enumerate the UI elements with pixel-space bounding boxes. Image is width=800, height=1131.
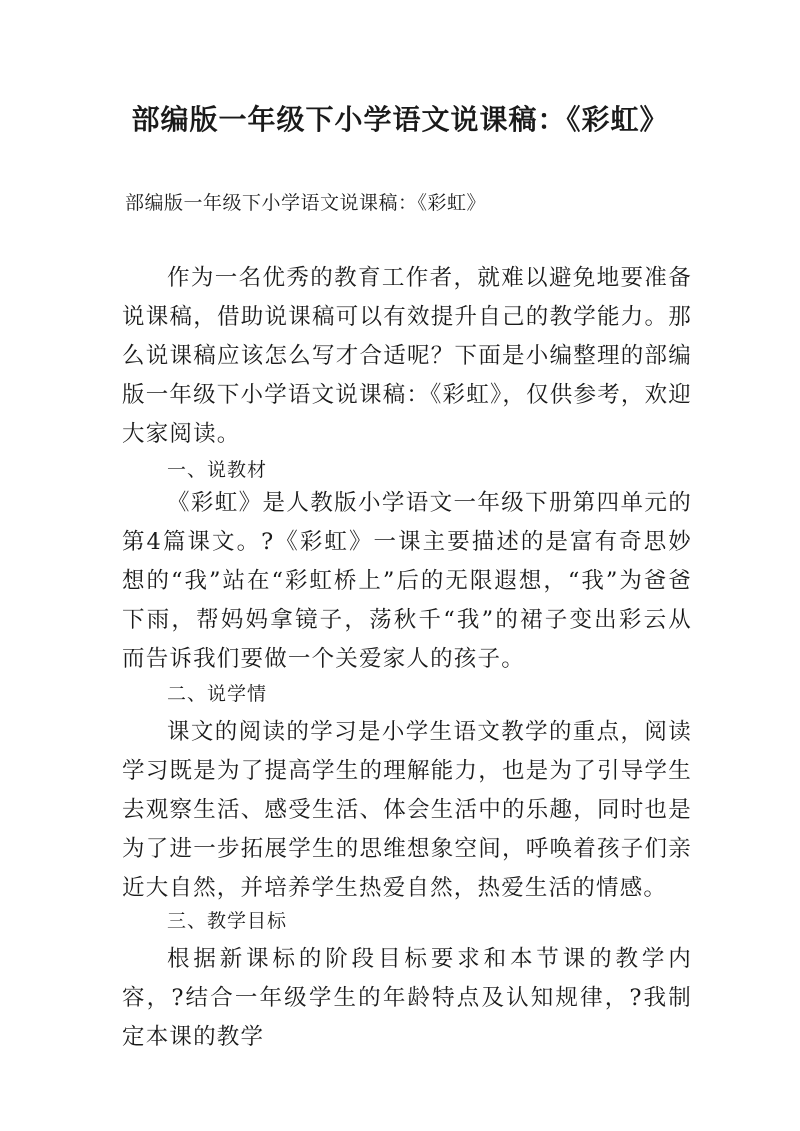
section-body-learners: 课文的阅读的学习是小学生语文教学的重点，阅读学习既是为了提高学生的理解能力，也是为了引导学生去观察生活、感受生活、体会生活中的乐趣，同时也是为了进一步拓展学生的思维想象空间，呼唤着孩子们亲近大自然，并培养学生热爱自然，热爱生活的情感。 bbox=[122, 719, 692, 901]
document-title: 部编版一年级下小学语文说课稿：《彩虹》 bbox=[131, 103, 669, 136]
document-subtitle: 部编版一年级下小学语文说课稿：《彩虹》 bbox=[125, 192, 487, 214]
section-heading-objectives: 三、教学目标 bbox=[167, 910, 288, 932]
section-body-textbook: 《彩虹》是人教版小学语文一年级下册第四单元的第4篇课文。?《彩虹》一课主要描述的是富有奇思妙想的“我”站在“彩虹桥上”后的无限遐想，“我”为爸爸下雨，帮妈妈拿镜子，荡秋千“我”的裙子变出彩云从而告诉我们要做一个关爱家人的孩子。 bbox=[122, 490, 692, 672]
section-heading-textbook: 一、说教材 bbox=[167, 459, 268, 481]
section-body-objectives: 根据新课标的阶段目标要求和本节课的教学内容，?结合一年级学生的年龄特点及认知规律，?我制定本课的教学 bbox=[122, 946, 692, 1050]
section-heading-learners: 二、说学情 bbox=[167, 683, 268, 705]
intro-paragraph: 作为一名优秀的教育工作者，就难以避免地要准备说课稿，借助说课稿可以有效提升自己的教学能力。那么说课稿应该怎么写才合适呢？下面是小编整理的部编版一年级下小学语文说课稿：《彩虹》，仅供参考，欢迎大家阅读。 bbox=[122, 265, 693, 447]
